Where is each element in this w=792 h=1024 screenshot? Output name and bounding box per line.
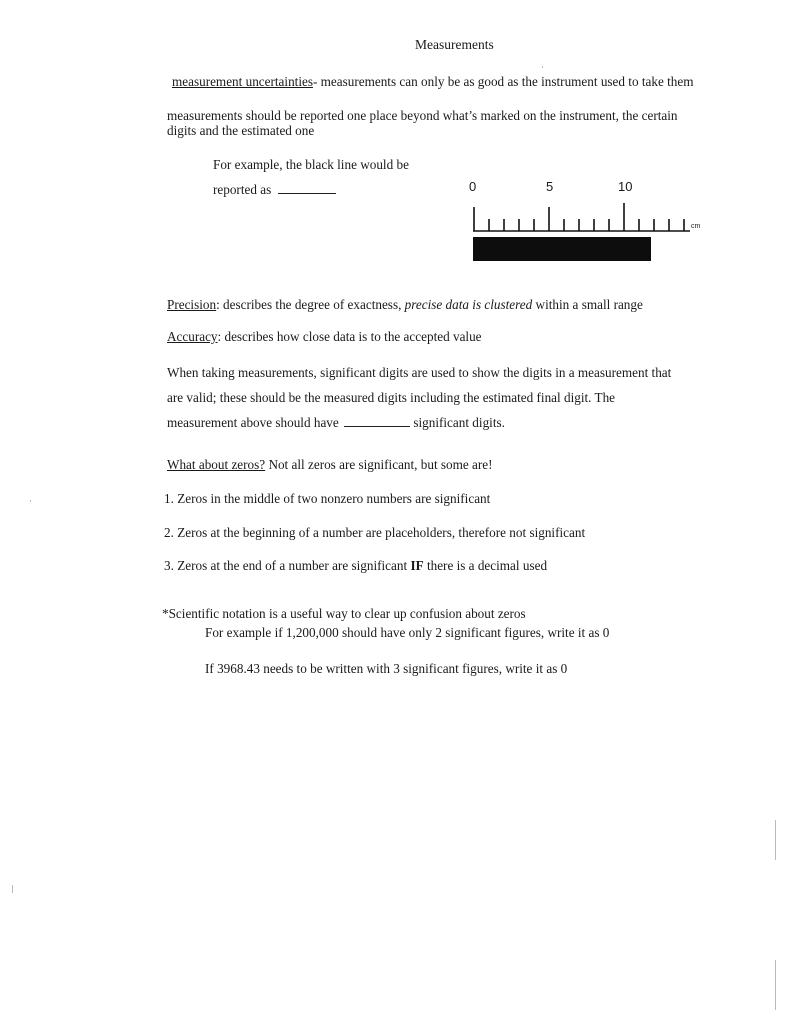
ruler-label-10: 10 (618, 179, 633, 194)
precision-term: Precision (167, 297, 217, 312)
accuracy-line (167, 329, 482, 345)
sig-digits-blank[interactable] (344, 415, 410, 427)
ruler-unit-label: cm (691, 223, 701, 230)
sig-digits-line-3a: measurement above should have (167, 415, 339, 430)
sig-digits-line-2: are valid; these should be the measured digits including the estimated final digit. The (167, 390, 616, 405)
page-title: Measurements (415, 37, 494, 52)
example-reported-as: reported as (213, 182, 272, 197)
sig-digits-line-3b: significant digits. (413, 415, 505, 430)
scan-speck (775, 820, 776, 860)
precision-text-a: : describes the degree of exactness, (216, 297, 405, 312)
zeros-rule-3c: there is a decimal used (423, 558, 548, 573)
zeros-rule-3a: 3. Zeros at the end of a number are significant (164, 558, 411, 573)
reporting-line-2: digits and the estimated one (167, 123, 315, 138)
reporting-line-1: measurements should be reported one place beyond what’s marked on the instrument, the certain (167, 108, 678, 123)
scan-speck (775, 960, 776, 1010)
zeros-rule-3-if: IF (410, 558, 424, 573)
reported-value-blank[interactable] (278, 182, 336, 194)
uncertainties-paragraph (172, 74, 694, 90)
ruler-label-5: 5 (546, 179, 554, 194)
ruler-figure (460, 172, 720, 267)
scan-speck (542, 66, 543, 68)
accuracy-text: : describes how close data is to the accepted value (217, 329, 482, 344)
notation-line-3: If 3968.43 needs to be written with 3 significant figures, write it as 0 (205, 661, 568, 676)
zeros-rule-2: 2. Zeros at the beginning of a number are placeholders, therefore not significant (164, 525, 586, 540)
zeros-heading-line (167, 457, 493, 473)
zeros-heading: What about zeros? (167, 457, 266, 472)
measured-black-line (473, 237, 651, 261)
notation-line-1: *Scientific notation is a useful way to clear up confusion about zeros (162, 606, 526, 621)
sig-digits-line-1: When taking measurements, significant digits are used to show the digits in a measurement that (167, 365, 672, 380)
precision-italic: precise data is clustered (404, 297, 533, 312)
example-line-2 (213, 182, 336, 198)
uncertainties-definition: - measurements can only be as good as the instrument used to take them (312, 74, 694, 89)
precision-text-b: within a small range (532, 297, 643, 312)
example-line-1: For example, the black line would be (213, 157, 409, 172)
notation-line-2: For example if 1,200,000 should have only 2 significant figures, write it as 0 (205, 625, 610, 640)
scan-speck (30, 500, 31, 502)
uncertainties-term: measurement uncertainties (172, 74, 313, 89)
scan-speck (12, 885, 13, 893)
precision-line (167, 297, 643, 313)
zeros-intro: Not all zeros are significant, but some are! (265, 457, 493, 472)
sig-digits-line-3 (167, 415, 505, 431)
ruler-scale (460, 197, 700, 237)
ruler-ticks (474, 203, 684, 231)
ruler-label-0: 0 (469, 179, 477, 194)
zeros-rule-3 (164, 558, 547, 574)
zeros-rule-1: 1. Zeros in the middle of two nonzero numbers are significant (164, 491, 491, 506)
accuracy-term: Accuracy (167, 329, 218, 344)
